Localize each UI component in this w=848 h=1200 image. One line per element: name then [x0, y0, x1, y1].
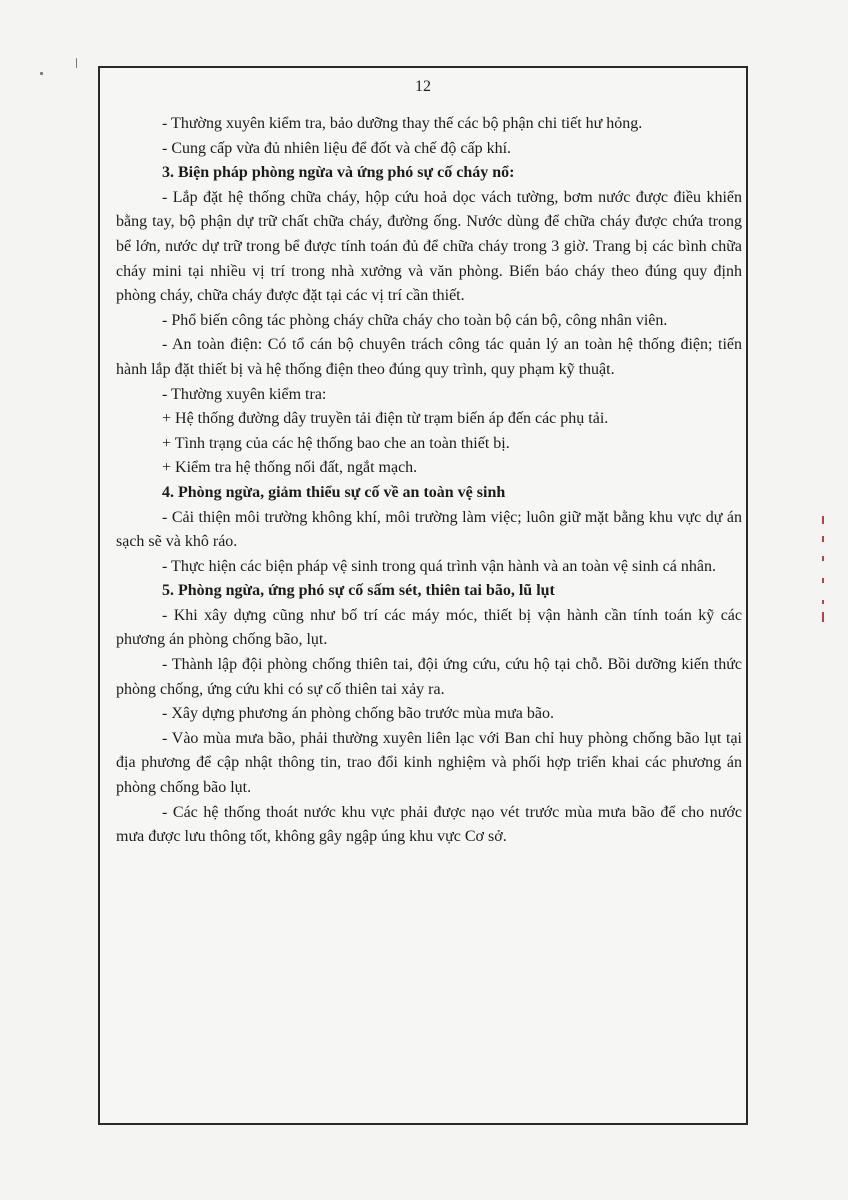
paragraph: - Cải thiện môi trường không khí, môi trường làm việc; luôn giữ mặt bằng khu vực dự án sạch sẽ và khô ráo. — [116, 508, 742, 551]
edge-mark — [822, 612, 824, 622]
scan-speck — [40, 72, 43, 75]
paragraph: - Thành lập đội phòng chống thiên tai, đội ứng cứu, cứu hộ tại chỗ. Bồi dưỡng kiến thức phòng chống, ứng cứu khi có sự cố thiên tai xảy ra. — [116, 656, 742, 698]
edge-mark — [822, 600, 824, 604]
section-heading: 4. Phòng ngừa, giảm thiểu sự cố về an toàn vệ sinh — [162, 483, 506, 501]
scan-speck — [76, 58, 77, 68]
paragraph: + Kiểm tra hệ thống nối đất, ngắt mạch. — [162, 459, 418, 477]
paragraph: + Tình trạng của các hệ thống bao che an toàn thiết bị. — [162, 434, 510, 452]
page-number: 12 — [415, 78, 431, 95]
paragraph: - Cung cấp vừa đủ nhiên liệu để đốt và chế độ cấp khí. — [162, 139, 512, 157]
edge-mark — [822, 578, 824, 583]
paragraph: - An toàn điện: Có tổ cán bộ chuyên trách công tác quản lý an toàn hệ thống điện; tiến hành lắp đặt thiết bị và hệ thống điện theo đúng quy trình, quy phạm kỹ thuật. — [116, 336, 742, 378]
edge-mark — [822, 516, 824, 524]
paragraph: - Vào mùa mưa bão, phải thường xuyên liên lạc với Ban chỉ huy phòng chống bão lụt tại địa phương để cập nhật thông tin, trao đổi kinh nghiệm và phối hợp triển khai các phương án phòng chống bão lụt. — [116, 729, 742, 797]
edge-mark — [822, 536, 824, 542]
paragraph: - Phổ biến công tác phòng cháy chữa cháy cho toàn bộ cán bộ, công nhân viên. — [162, 311, 668, 329]
document-body — [116, 112, 742, 850]
paragraph: - Thường xuyên kiểm tra, bảo dưỡng thay thế các bộ phận chi tiết hư hỏng. — [162, 115, 643, 132]
paragraph: - Thực hiện các biện pháp vệ sinh trong quá trình vận hành và an toàn vệ sinh cá nhân. — [162, 557, 716, 575]
paragraph: - Thường xuyên kiểm tra: — [162, 385, 327, 403]
section-heading: 5. Phòng ngừa, ứng phó sự cố sấm sét, thiên tai bão, lũ lụt — [162, 582, 555, 600]
paragraph: + Hệ thống đường dây truyền tải điện từ trạm biến áp đến các phụ tải. — [162, 410, 609, 428]
paragraph: - Khi xây dựng cũng như bố trí các máy móc, thiết bị vận hành cần tính toán kỹ các phương án phòng chống bão, lụt. — [116, 606, 742, 649]
edge-mark — [822, 556, 824, 561]
page-border — [98, 66, 748, 1125]
binding-edge-marks — [818, 516, 830, 626]
paragraph: - Xây dựng phương án phòng chống bão trước mùa mưa bão. — [162, 705, 554, 723]
paragraph: - Các hệ thống thoát nước khu vực phải được nạo vét trước mùa mưa bão để cho nước mưa được lưu thông tốt, không gây ngập úng khu vực Cơ sở. — [116, 803, 742, 846]
paragraph: - Lắp đặt hệ thống chữa cháy, hộp cứu hoả dọc vách tường, bơm nước được điều khiển bằng tay, bộ phận dự trữ chất chữa cháy, đường ống. Nước dùng để chữa cháy được chứa trong bể lớn, nước dự trữ trong bể được tính toán đủ để chữa cháy trong 3 giờ. Trang bị các bình chữa cháy mini tại nhiều vị trí trong nhà xưởng và văn phòng. Biển báo cháy theo đúng quy định phòng cháy, chữa cháy được đặt tại các vị trí cần thiết. — [116, 188, 742, 305]
section-heading: 3. Biện pháp phòng ngừa và ứng phó sự cố cháy nổ: — [162, 164, 515, 182]
